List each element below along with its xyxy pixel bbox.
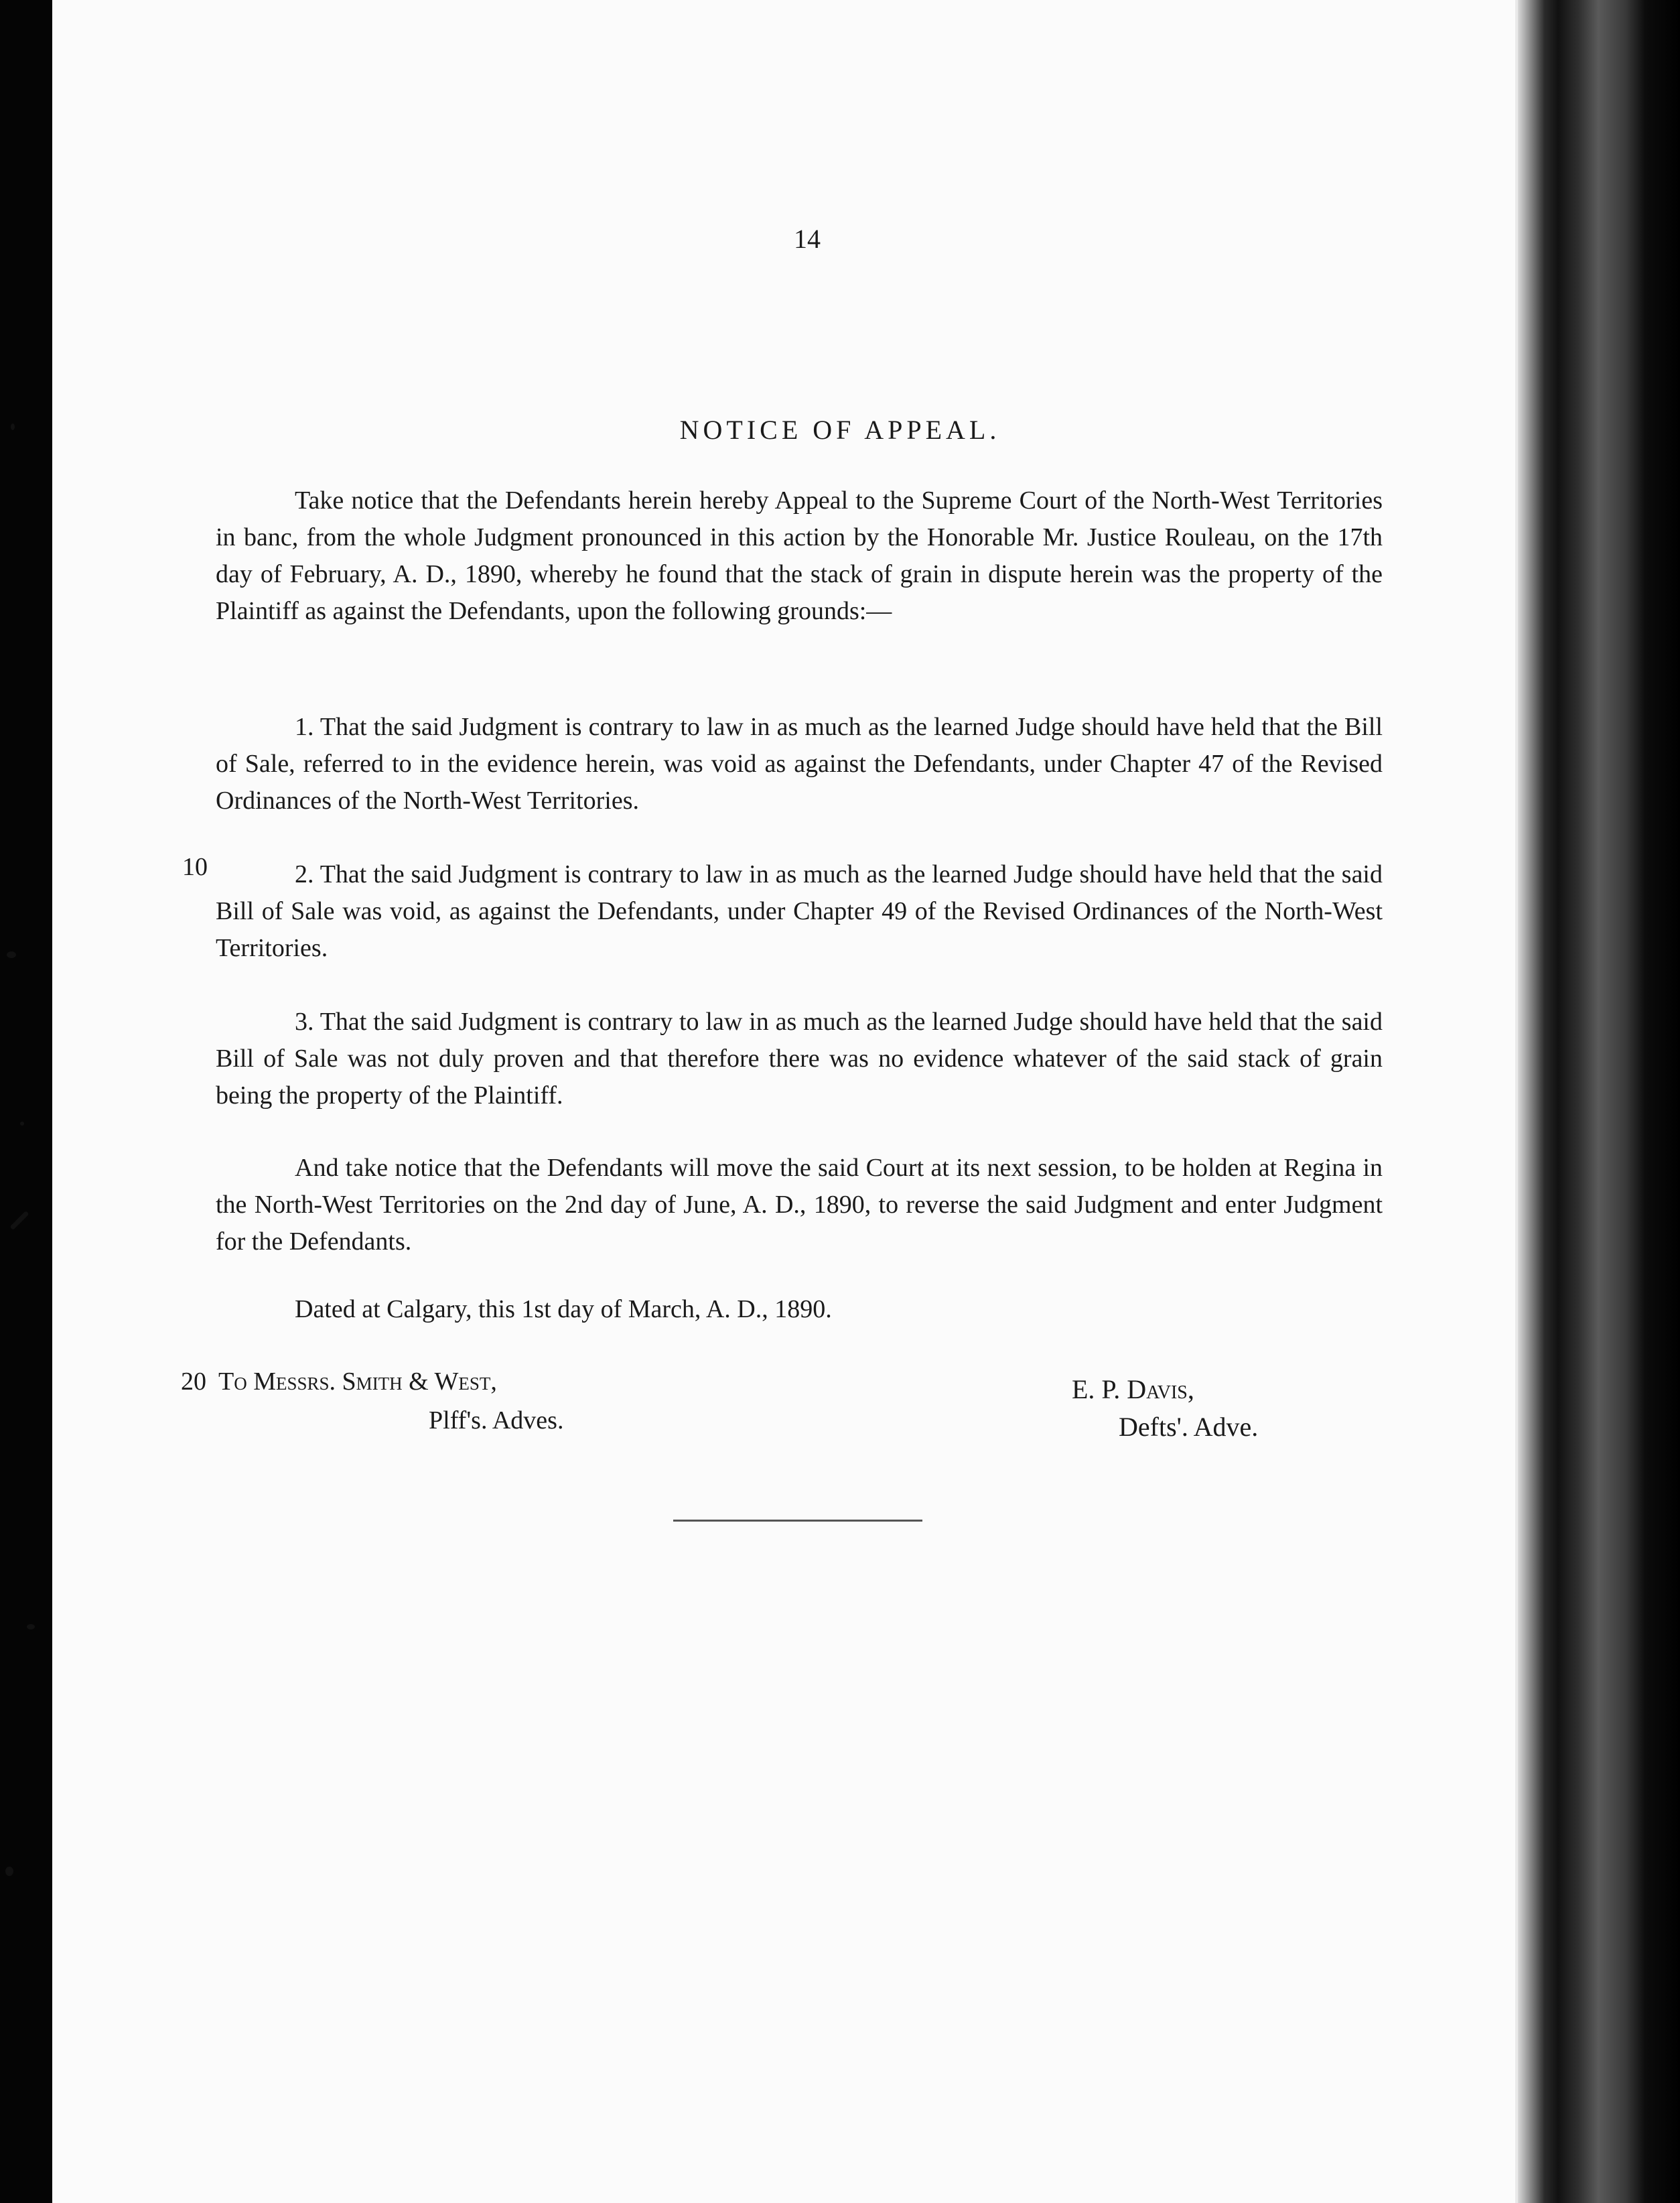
margin-speck (27, 1624, 35, 1629)
closing-rule (673, 1520, 922, 1522)
paragraph-ground-1: 1. That the said Judgment is contrary to law in as much as the learned Judge should have held that the Bill of Sale, referred to in the evidence herein, was void as against the Defendants, under Chapter 47 of the Revised Ordinances of the North-West Territories. (216, 713, 1383, 815)
margin-line-number-20: 20 (181, 1367, 206, 1396)
signatory-role: Defts'. Adve. (1119, 1412, 1259, 1442)
signatory-name: E. P. Davis, (1072, 1374, 1194, 1404)
margin-speck (5, 1867, 13, 1876)
margin-speck (10, 1211, 29, 1230)
paragraph-notice: And take notice that the Defendants will move the said Court at its next session, to be holden at Regina in the North-West Territories on the 2nd day of June, A. D., 1890, to reverse the said Judgment and enter Judgment for the Defendants. (216, 1154, 1383, 1256)
binding-shadow (1518, 0, 1680, 2203)
margin-speck (11, 423, 15, 430)
paragraph-ground-3: 3. That the said Judgment is contrary to law in as much as the learned Judge should have held that the said Bill of Sale was not duly proven and that therefore there was no evidence whatever of the said stack of grain being the property of the Plaintiff. (216, 1008, 1383, 1110)
paragraph-intro: Take notice that the Defendants herein hereby Appeal to the Supreme Court of the North-West Territories in banc, from the whole Judgment pronounced in this action by the Honorable Mr. Justice Rouleau, on the 17th day of February, A. D., 1890, whereby he found that the stack of grain in dispute herein was the property of the Plaintiff as against the Defendants, upon the following grounds:— (216, 486, 1383, 625)
page-number: 14 (794, 224, 821, 254)
margin-speck (7, 951, 16, 958)
margin-line-number-10: 10 (182, 853, 208, 881)
dated-line: Dated at Calgary, this 1st day of March, A. D., 1890. (295, 1295, 832, 1323)
addressee-role: Plff's. Adves. (429, 1406, 564, 1434)
paragraph-ground-2: 2. That the said Judgment is contrary to law in as much as the learned Judge should have held that the said Bill of Sale was void, as against the Defendants, under Chapter 49 of the Revised Ordinances of the North-West Territories. (216, 860, 1383, 962)
addressee-line: To Messrs. Smith & West, (218, 1367, 497, 1396)
margin-speck (20, 1122, 24, 1126)
page-title: NOTICE OF APPEAL. (679, 415, 1001, 445)
